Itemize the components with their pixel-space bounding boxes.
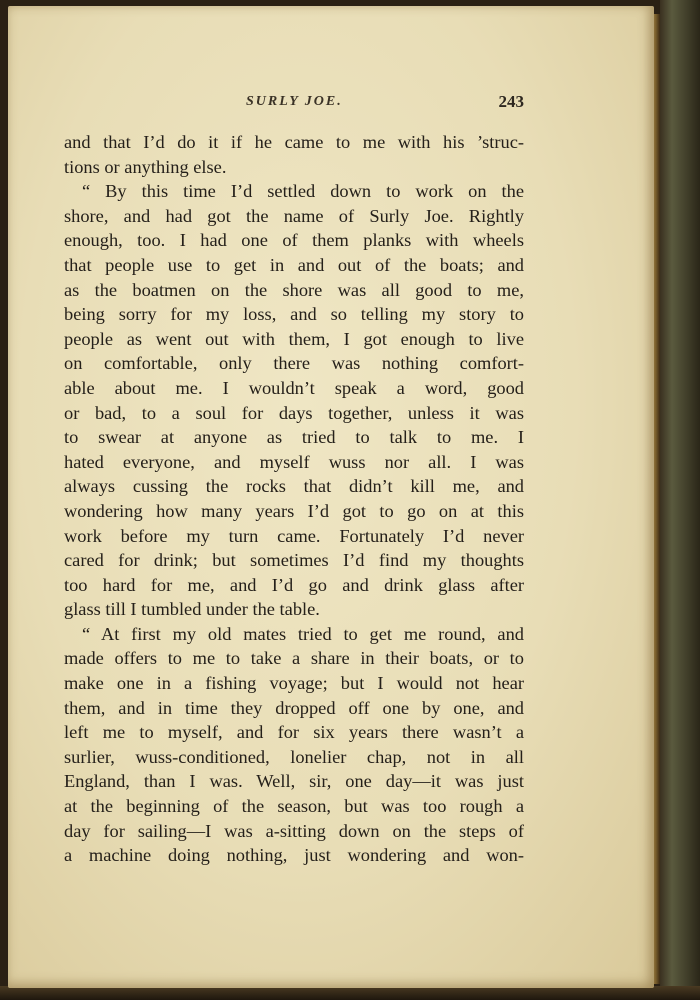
text-line: made offers to me to take a share in their boats, or to	[64, 648, 524, 669]
running-head: SURLY JOE.	[246, 94, 343, 109]
text-line: wondering how many years I’d got to go on at this	[64, 500, 524, 521]
text-line: too hard for me, and I’d go and drink glass after	[64, 574, 524, 595]
text-line: people as went out with them, I got enough to live	[64, 328, 524, 349]
text-line: that people use to get in and out of the boats; and	[64, 254, 524, 275]
text-line: on comfortable, only there was nothing comfort-	[64, 353, 524, 374]
text-line: and that I’d do it if he came to me with his ’struc-	[64, 132, 524, 152]
text-line: hated everyone, and myself wuss nor all. I was	[64, 451, 524, 472]
text-line: cared for drink; but sometimes I’d find my thoughts	[64, 550, 524, 571]
text-line: “ At first my old mates tried to get me round, and	[82, 623, 524, 644]
body-text	[64, 130, 524, 868]
text-line: surlier, wuss-conditioned, lonelier chap, not in all	[64, 746, 524, 767]
text-line: as the boatmen on the shore was all good to me,	[64, 279, 524, 300]
text-line: always cussing the rocks that didn’t kill me, and	[64, 476, 524, 497]
text-line: left me to myself, and for six years there wasn’t a	[64, 722, 524, 743]
text-line: tions or anything else.	[64, 156, 227, 177]
text-line: enough, too. I had one of them planks with wheels	[64, 230, 524, 251]
text-line: or bad, to a soul for days together, unless it was	[64, 402, 524, 423]
text-line: glass till I tumbled under the table.	[64, 599, 320, 620]
text-line: able about me. I wouldn’t speak a word, good	[64, 377, 524, 398]
text-line: work before my turn came. Fortunately I’d never	[64, 525, 524, 546]
book-bottom-edge	[0, 986, 700, 1000]
text-line: shore, and had got the name of Surly Joe. Rightly	[64, 205, 524, 226]
text-line: day for sailing—I was a-sitting down on the steps of	[64, 820, 524, 841]
text-line: make one in a fishing voyage; but I would not hear	[64, 673, 524, 694]
text-line: “ By this time I’d settled down to work on the	[82, 181, 524, 202]
text-line: England, than I was. Well, sir, one day—it was just	[64, 771, 524, 792]
text-line: a machine doing nothing, just wondering and won-	[64, 845, 524, 866]
page-header	[64, 94, 524, 116]
text-line: them, and in time they dropped off one by one, and	[64, 697, 524, 718]
text-line: to swear at anyone as tried to talk to me. I	[64, 427, 524, 448]
book-cover-edge	[660, 0, 700, 1000]
text-line: at the beginning of the season, but was too rough a	[64, 796, 524, 817]
text-line: being sorry for my loss, and so telling my story to	[64, 304, 524, 325]
page-number: 243	[498, 92, 524, 111]
